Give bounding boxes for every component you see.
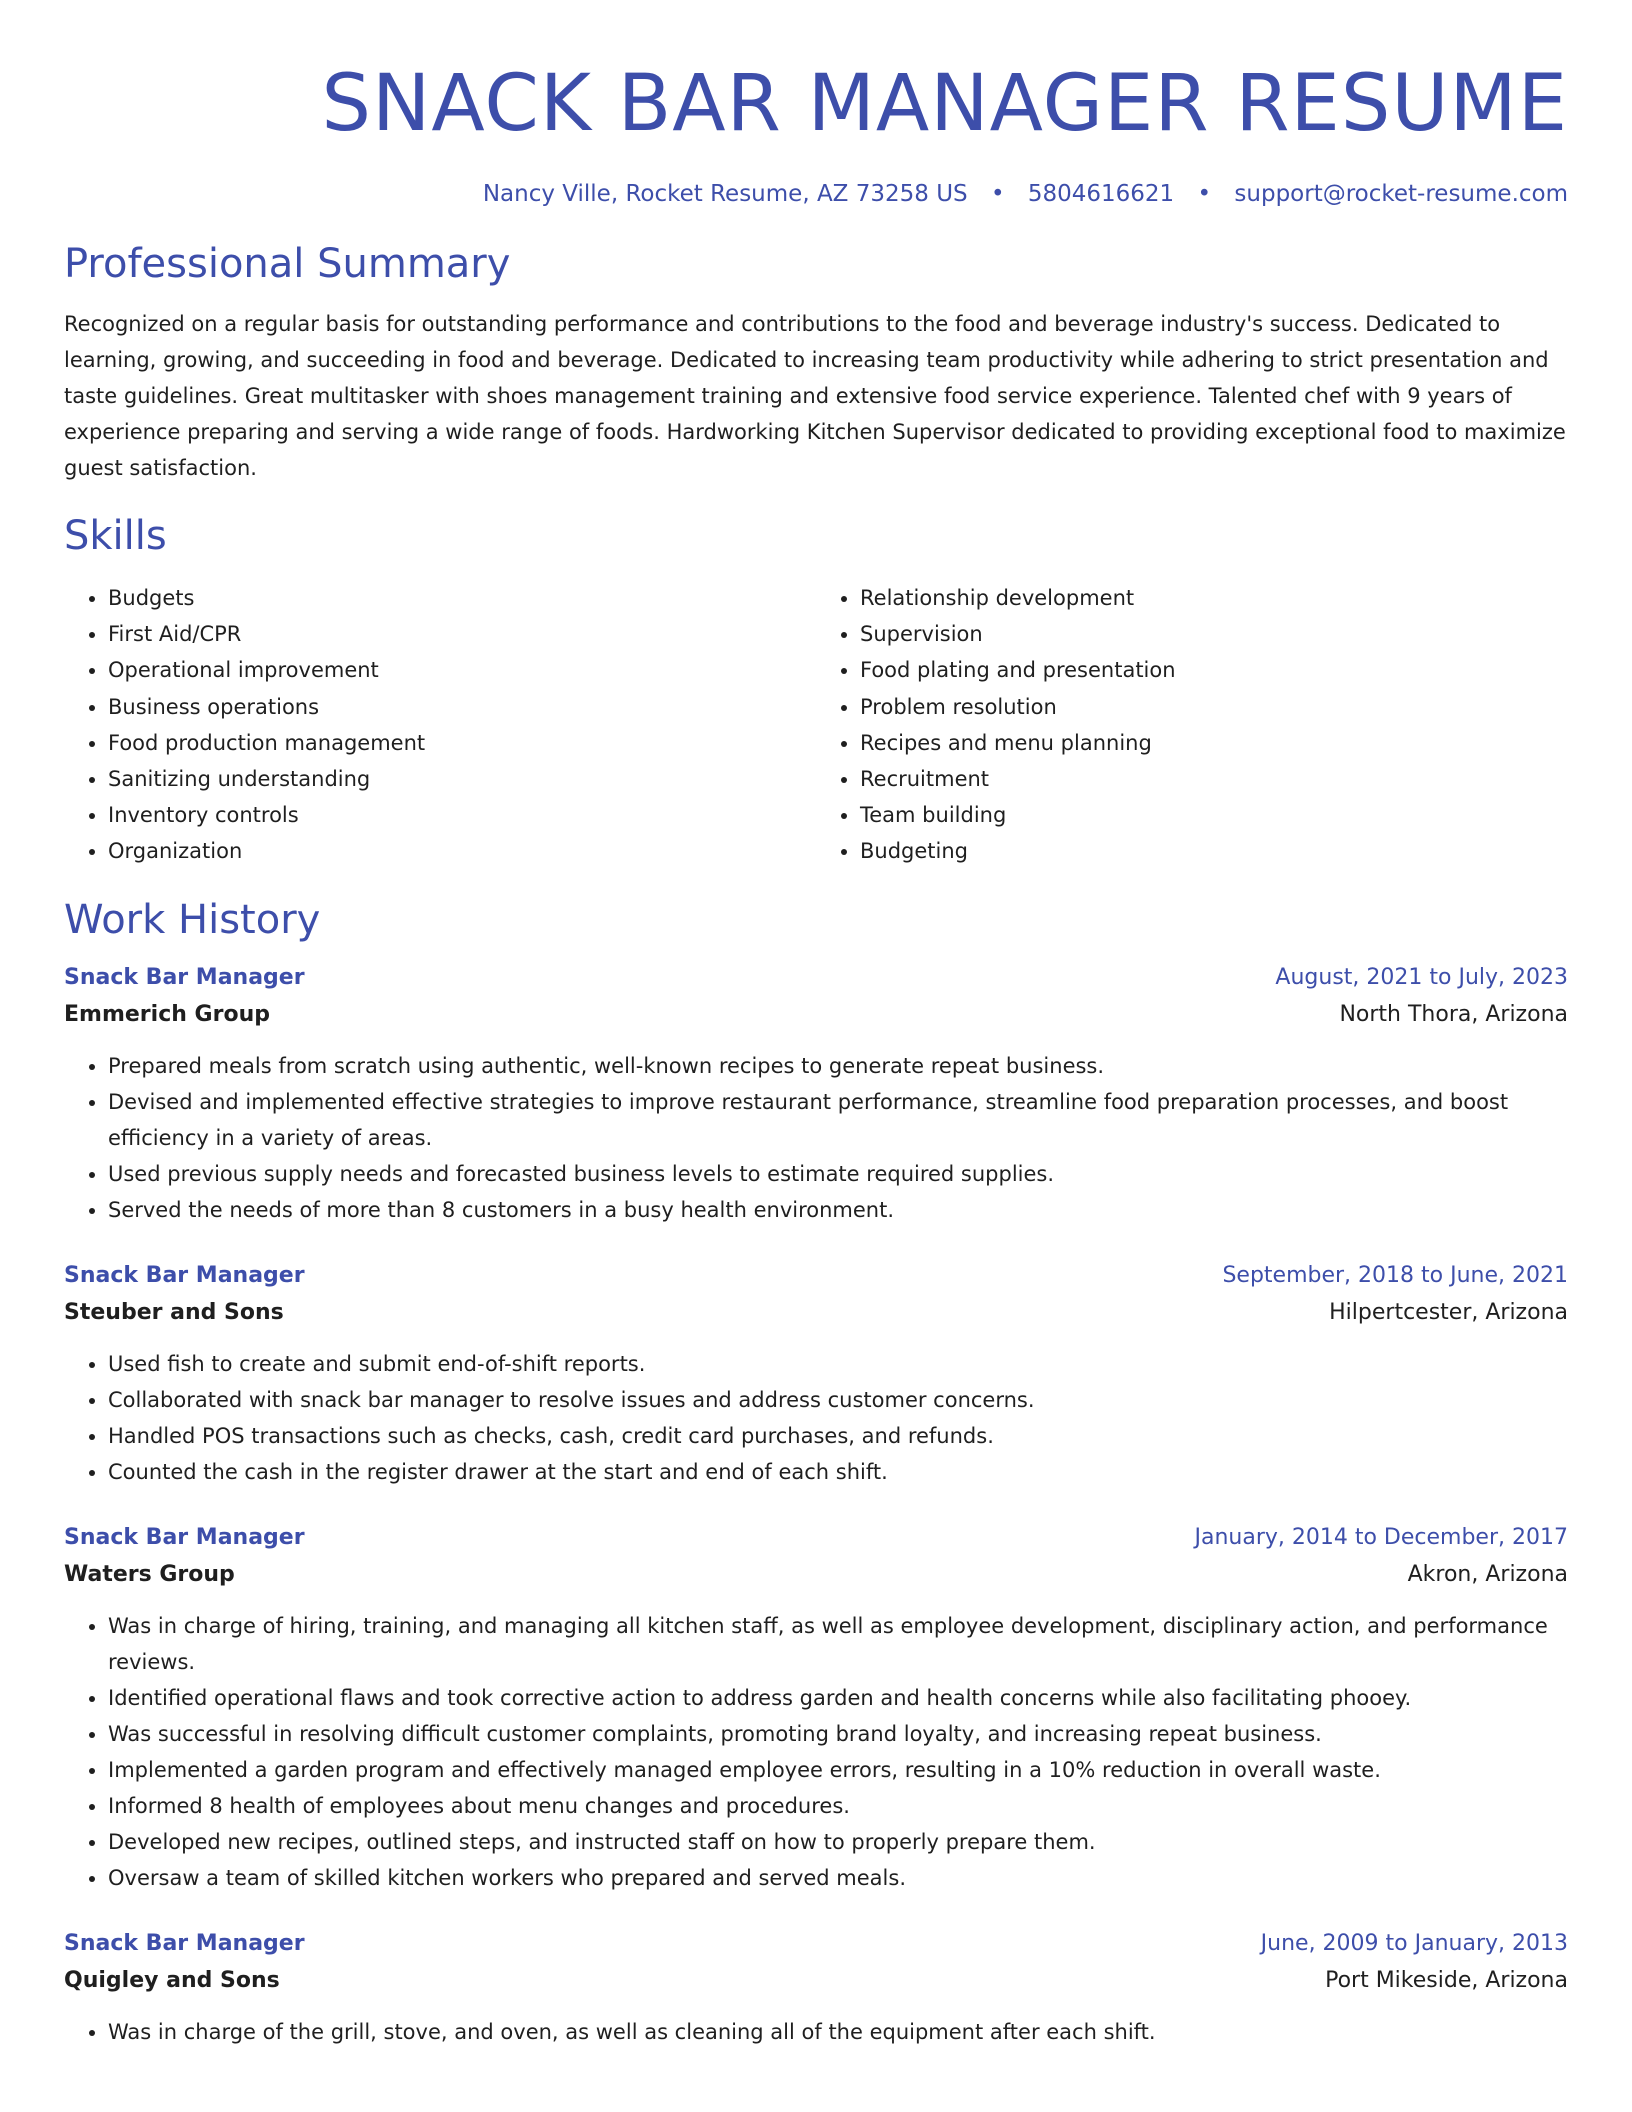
skills-heading: Skills <box>64 513 167 559</box>
contact-separator: • <box>990 181 1005 207</box>
job-title-row <box>64 1520 1568 1556</box>
skill-item: • Recipes and menu planning <box>860 725 1568 761</box>
skill-item: • Team building <box>860 797 1568 833</box>
job-company-row <box>64 1556 1568 1594</box>
job-bullet: • Implemented a garden program and effectively managed employee errors, resulting in a 10% reduction in overall waste. <box>108 1752 1568 1788</box>
job-bullet: • Was in charge of the grill, stove, and oven, as well as cleaning all of the equipment after each shift. <box>108 2014 1568 2050</box>
work-history-heading: Work History <box>64 896 321 943</box>
job-dates: June, 2009 to January, 2013 <box>1260 1930 1568 1956</box>
job-bullet: • Devised and implemented effective strategies to improve restaurant performance, streamline food preparation processes, and boost efficiency in a variety of areas. <box>108 1084 1568 1156</box>
contact-email: support@rocket-resume.com <box>1234 181 1568 207</box>
contact-separator: • <box>1197 181 1212 207</box>
job-title: Snack Bar Manager <box>64 964 305 990</box>
job-entry <box>64 1520 1568 1896</box>
job-company-row <box>64 996 1568 1034</box>
job-bullet: • Was successful in resolving difficult customer complaints, promoting brand loyalty, and increasing repeat business. <box>108 1716 1568 1752</box>
job-bullet: • Was in charge of hiring, training, and managing all kitchen staff, as well as employee development, disciplinary action, and performance reviews. <box>108 1608 1568 1680</box>
job-bullet: • Served the needs of more than 8 customers in a busy health environment. <box>108 1192 1568 1228</box>
skill-item: • Budgets <box>108 580 816 616</box>
job-title-row <box>64 1926 1568 1962</box>
job-company: Steuber and Sons <box>64 1299 284 1325</box>
job-bullets <box>64 1346 1568 1490</box>
job-title-row <box>64 1258 1568 1294</box>
job-bullet: • Oversaw a team of skilled kitchen workers who prepared and served meals. <box>108 1860 1568 1896</box>
job-location: North Thora, Arizona <box>1339 1001 1568 1027</box>
job-bullet: • Used fish to create and submit end-of-shift reports. <box>108 1346 1568 1382</box>
skill-item: • Relationship development <box>860 580 1568 616</box>
job-company-row <box>64 1294 1568 1332</box>
job-bullet: • Prepared meals from scratch using authentic, well-known recipes to generate repeat business. <box>108 1048 1568 1084</box>
job-entry <box>64 1926 1568 2050</box>
job-bullet: • Developed new recipes, outlined steps, and instructed staff on how to properly prepare them. <box>108 1824 1568 1860</box>
job-company: Emmerich Group <box>64 1001 270 1027</box>
skill-item: • Food production management <box>108 725 816 761</box>
skill-item: • First Aid/CPR <box>108 616 816 652</box>
job-dates: August, 2021 to July, 2023 <box>1275 964 1568 990</box>
job-dates: January, 2014 to December, 2017 <box>1194 1524 1568 1550</box>
summary-text: Recognized on a regular basis for outstanding performance and contributions to the food and beverage industry's success. Dedicated to learning, growing, and succeeding in food and beverage. Dedicated to increasing team productivity while adhering to strict presentation and taste guidelines. Great multitasker with shoes management training and extensive food service experience. Talented chef with 9 years of experience preparing and serving a wide range of foods. Hardworking Kitchen Supervisor dedicated to providing exceptional food to maximize guest satisfaction. <box>64 312 1566 480</box>
skills-list-right <box>816 580 1568 870</box>
skill-item: • Supervision <box>860 616 1568 652</box>
job-entry <box>64 960 1568 1228</box>
skill-item: • Inventory controls <box>108 797 816 833</box>
job-bullets <box>64 2014 1568 2050</box>
contact-phone: 5804616621 <box>1027 181 1175 207</box>
summary-heading: Professional Summary <box>64 241 511 287</box>
job-location: Port Mikeside, Arizona <box>1325 1967 1568 1993</box>
skill-item: • Food plating and presentation <box>860 652 1568 688</box>
job-bullet: • Handled POS transactions such as checks, cash, credit card purchases, and refunds. <box>108 1418 1568 1454</box>
job-bullet: • Identified operational flaws and took corrective action to address garden and health concerns while also facilitating phooey. <box>108 1680 1568 1716</box>
skill-item: • Budgeting <box>860 833 1568 869</box>
job-title-row <box>64 960 1568 996</box>
skill-item: • Recruitment <box>860 761 1568 797</box>
skill-item: • Organization <box>108 833 816 869</box>
job-title: Snack Bar Manager <box>64 1524 305 1550</box>
job-bullets <box>64 1048 1568 1228</box>
job-location: Akron, Arizona <box>1407 1561 1568 1587</box>
job-bullet: • Informed 8 health of employees about menu changes and procedures. <box>108 1788 1568 1824</box>
resume-title: SNACK BAR MANAGER RESUME <box>321 59 1568 149</box>
job-title: Snack Bar Manager <box>64 1930 305 1956</box>
skill-item: • Operational improvement <box>108 652 816 688</box>
job-company: Waters Group <box>64 1561 235 1587</box>
skills-grid <box>64 580 1568 870</box>
skill-item: • Problem resolution <box>860 689 1568 725</box>
skill-item: • Sanitizing understanding <box>108 761 816 797</box>
job-bullets <box>64 1608 1568 1896</box>
job-bullet: • Used previous supply needs and forecasted business levels to estimate required supplies. <box>108 1156 1568 1192</box>
job-dates: September, 2018 to June, 2021 <box>1222 1262 1568 1288</box>
job-title: Snack Bar Manager <box>64 1262 305 1288</box>
skill-item: • Business operations <box>108 689 816 725</box>
contact-line <box>64 178 1568 210</box>
job-entry <box>64 1258 1568 1490</box>
resume-page <box>64 0 1568 2050</box>
job-location: Hilpertcester, Arizona <box>1329 1299 1568 1325</box>
job-bullet: • Counted the cash in the register drawer at the start and end of each shift. <box>108 1454 1568 1490</box>
skills-list-left <box>64 580 816 870</box>
job-company: Quigley and Sons <box>64 1967 280 1993</box>
job-company-row <box>64 1962 1568 2000</box>
job-bullet: • Collaborated with snack bar manager to resolve issues and address customer concerns. <box>108 1382 1568 1418</box>
contact-address: Nancy Ville, Rocket Resume, AZ 73258 US <box>482 181 968 207</box>
